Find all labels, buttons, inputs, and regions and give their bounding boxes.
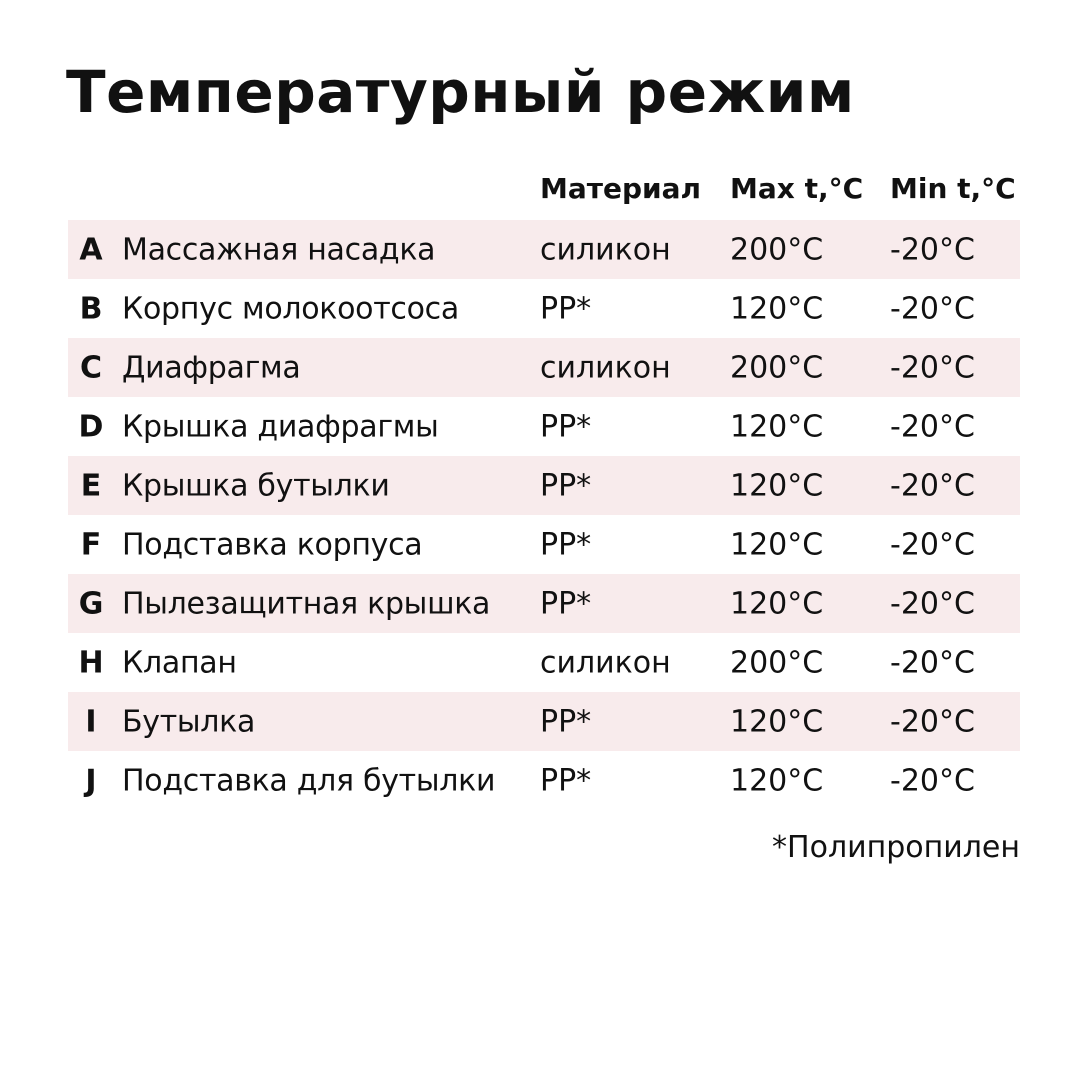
row-letter: F <box>80 527 102 562</box>
row-material: PP* <box>540 291 592 326</box>
table-row <box>68 515 1020 574</box>
row-part-name: Диафрагма <box>122 350 301 385</box>
row-part-name: Корпус молокоотсоса <box>122 291 459 326</box>
table-body <box>68 220 1020 810</box>
row-part-name: Крышка бутылки <box>122 468 390 503</box>
row-min-temp: -20°C <box>890 763 975 798</box>
row-min-temp: -20°C <box>890 527 975 562</box>
page-title: Температурный режим <box>66 58 855 126</box>
row-material: силикон <box>540 350 671 385</box>
row-part-name: Подставка для бутылки <box>122 763 496 798</box>
row-max-temp: 120°C <box>730 291 824 326</box>
row-letter: G <box>78 586 104 621</box>
footnote: *Полипропилен <box>772 830 1020 865</box>
table-row <box>68 633 1020 692</box>
row-max-temp: 200°C <box>730 350 824 385</box>
row-letter: J <box>85 763 97 798</box>
temperature-table <box>68 162 1020 810</box>
row-material: PP* <box>540 409 592 444</box>
row-letter: D <box>78 409 104 444</box>
row-part-name: Крышка диафрагмы <box>122 409 439 444</box>
table-row <box>68 574 1020 633</box>
row-max-temp: 120°C <box>730 409 824 444</box>
row-part-name: Подставка корпуса <box>122 527 423 562</box>
table-row <box>68 279 1020 338</box>
row-material: PP* <box>540 468 592 503</box>
row-min-temp: -20°C <box>890 409 975 444</box>
row-letter: E <box>80 468 102 503</box>
table-row <box>68 456 1020 515</box>
row-min-temp: -20°C <box>890 468 975 503</box>
row-max-temp: 120°C <box>730 527 824 562</box>
table-row <box>68 338 1020 397</box>
row-min-temp: -20°C <box>890 586 975 621</box>
row-letter: B <box>79 291 103 326</box>
table-row <box>68 397 1020 456</box>
row-letter: I <box>85 704 97 739</box>
row-part-name: Массажная насадка <box>122 232 436 267</box>
row-letter: C <box>79 350 103 385</box>
table-row <box>68 692 1020 751</box>
row-max-temp: 120°C <box>730 468 824 503</box>
row-min-temp: -20°C <box>890 704 975 739</box>
row-min-temp: -20°C <box>890 645 975 680</box>
row-part-name: Пылезащитная крышка <box>122 586 491 621</box>
row-letter: H <box>78 645 104 680</box>
header-min-temp: Min t,°C <box>890 172 1016 205</box>
row-min-temp: -20°C <box>890 232 975 267</box>
row-min-temp: -20°C <box>890 291 975 326</box>
row-letter: A <box>79 232 103 267</box>
row-min-temp: -20°C <box>890 350 975 385</box>
table-row <box>68 751 1020 810</box>
row-material: силикон <box>540 645 671 680</box>
row-max-temp: 120°C <box>730 704 824 739</box>
row-part-name: Бутылка <box>122 704 256 739</box>
row-max-temp: 120°C <box>730 763 824 798</box>
row-part-name: Клапан <box>122 645 237 680</box>
table-header <box>68 162 1020 220</box>
row-material: PP* <box>540 527 592 562</box>
row-max-temp: 120°C <box>730 586 824 621</box>
header-max-temp: Max t,°C <box>730 172 864 205</box>
row-max-temp: 200°C <box>730 232 824 267</box>
row-material: PP* <box>540 763 592 798</box>
row-material: PP* <box>540 586 592 621</box>
row-material: силикон <box>540 232 671 267</box>
row-material: PP* <box>540 704 592 739</box>
header-material: Материал <box>540 172 702 205</box>
table-row <box>68 220 1020 279</box>
row-max-temp: 200°C <box>730 645 824 680</box>
